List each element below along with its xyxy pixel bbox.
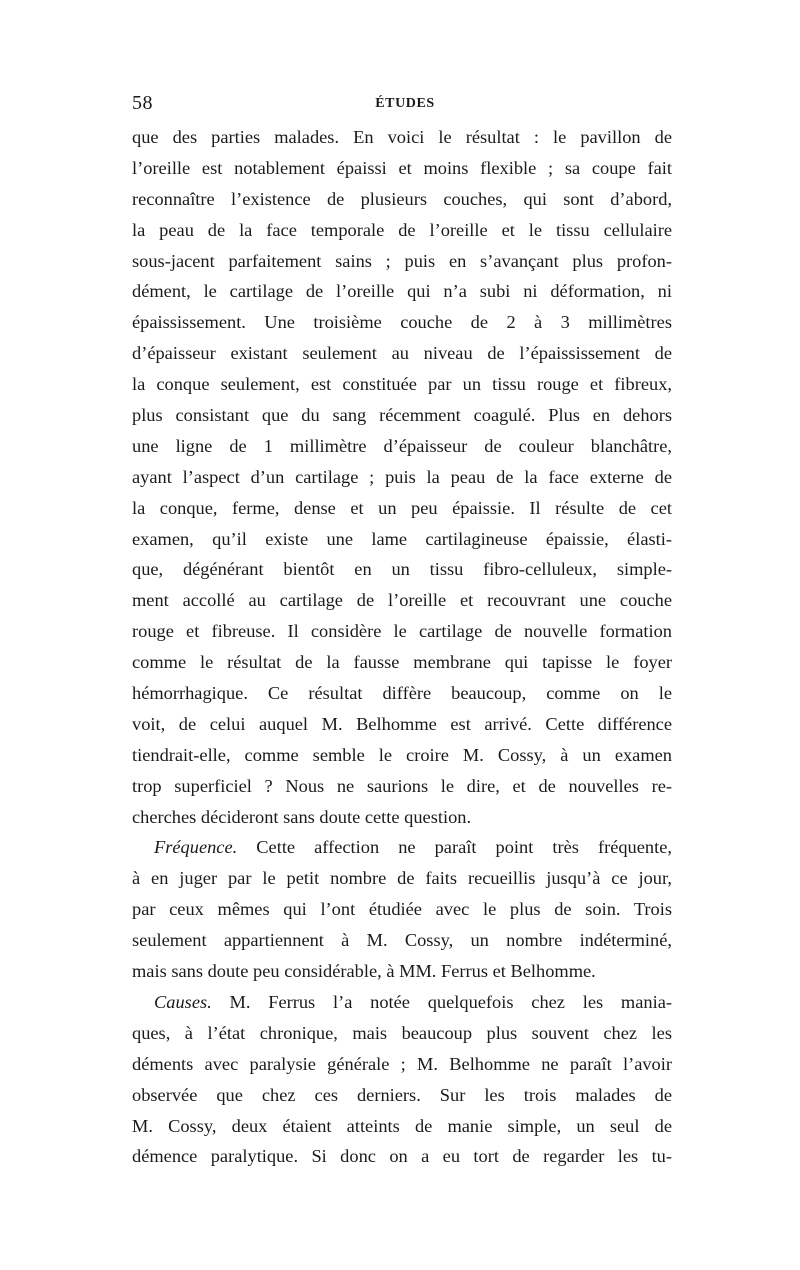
paragraph-examination — [132, 122, 672, 832]
text-line: sous-jacent parfaitement sains ; puis en s’avançant plus profon- — [132, 250, 672, 271]
text-line: tiendrait-elle, comme semble le croire M. Cossy, à un examen — [132, 744, 672, 765]
text-line: observée que chez ces derniers. Sur les trois malades de — [132, 1084, 672, 1105]
section-heading-causes: Causes. — [154, 991, 212, 1012]
text-line: l’oreille est notablement épaissi et moins flexible ; sa coupe fait — [132, 157, 672, 178]
text-line: comme le résultat de la fausse membrane qui tapisse le foyer — [132, 652, 672, 673]
text-fragment: M. Ferrus l’a notée quelquefois chez les mania- — [229, 991, 672, 1012]
text-line: une ligne de 1 millimètre d’épaisseur de couleur blanchâtre, — [132, 435, 672, 456]
text-line: ques, à l’état chronique, mais beaucoup plus souvent chez les — [132, 1022, 672, 1043]
page-header — [132, 92, 672, 116]
text-line: la peau de la face temporale de l’oreille et le tissu cellulaire — [132, 219, 672, 240]
body-text — [132, 122, 672, 1172]
text-line: d’épaisseur existant seulement au niveau de l’épaississement de — [132, 343, 672, 364]
text-line: hémorrhagique. Ce résultat diffère beaucoup, comme on le — [132, 683, 672, 704]
text-line: ayant l’aspect d’un cartilage ; puis la peau de la face externe de — [132, 466, 672, 487]
text-line: la conque, ferme, dense et un peu épaissie. Il résulte de cet — [132, 497, 672, 518]
text-line: démence paralytique. Si donc on a eu tort de regarder les tu- — [132, 1146, 672, 1167]
text-fragment: Cette affection ne paraît point très fréquente, — [256, 837, 672, 858]
text-line: que des parties malades. En voici le résultat : le pavillon de — [132, 127, 672, 147]
paragraph-frequence — [132, 832, 672, 986]
running-title: ÉTUDES — [375, 96, 435, 111]
page-number: 58 — [132, 92, 153, 114]
paragraph-causes — [132, 987, 672, 1172]
text-line: que, dégénérant bientôt en un tissu fibro-celluleux, simple- — [132, 559, 672, 580]
text-line: la conque seulement, est constituée par un tissu rouge et fibreux, — [132, 374, 672, 395]
text-line: M. Cossy, deux étaient atteints de manie simple, un seul de — [132, 1115, 672, 1136]
text-line: cherches décideront sans doute cette question. — [132, 806, 472, 827]
text-line: épaississement. Une troisième couche de 2 à 3 millimètres — [132, 312, 672, 333]
text-line: déments avec paralysie générale ; M. Belhomme ne paraît l’avoir — [132, 1053, 672, 1074]
text-line: mais sans doute peu considérable, à MM. Ferrus et Belhomme. — [132, 961, 596, 982]
text-line — [132, 987, 672, 1018]
section-heading-frequence: Fréquence. — [154, 837, 238, 858]
book-page — [132, 92, 672, 1172]
text-line: trop superficiel ? Nous ne saurions le dire, et de nouvelles re- — [132, 775, 672, 796]
text-line: ment accollé au cartilage de l’oreille et recouvrant une couche — [132, 590, 672, 611]
text-line: plus consistant que du sang récemment coagulé. Plus en dehors — [132, 405, 672, 426]
text-line: voit, de celui auquel M. Belhomme est arrivé. Cette différence — [132, 713, 672, 734]
text-line: par ceux mêmes qui l’ont étudiée avec le plus de soin. Trois — [132, 899, 672, 920]
text-line: seulement appartiennent à M. Cossy, un nombre indéterminé, — [132, 930, 672, 951]
text-line: reconnaître l’existence de plusieurs couches, qui sont d’abord, — [132, 188, 672, 209]
text-line — [132, 832, 672, 863]
text-line: rouge et fibreuse. Il considère le cartilage de nouvelle formation — [132, 621, 672, 642]
text-line: examen, qu’il existe une lame cartilagineuse épaissie, élasti- — [132, 528, 672, 549]
text-line: dément, le cartilage de l’oreille qui n’a subi ni déformation, ni — [132, 281, 672, 302]
text-line: à en juger par le petit nombre de faits recueillis jusqu’à ce jour, — [132, 868, 672, 889]
